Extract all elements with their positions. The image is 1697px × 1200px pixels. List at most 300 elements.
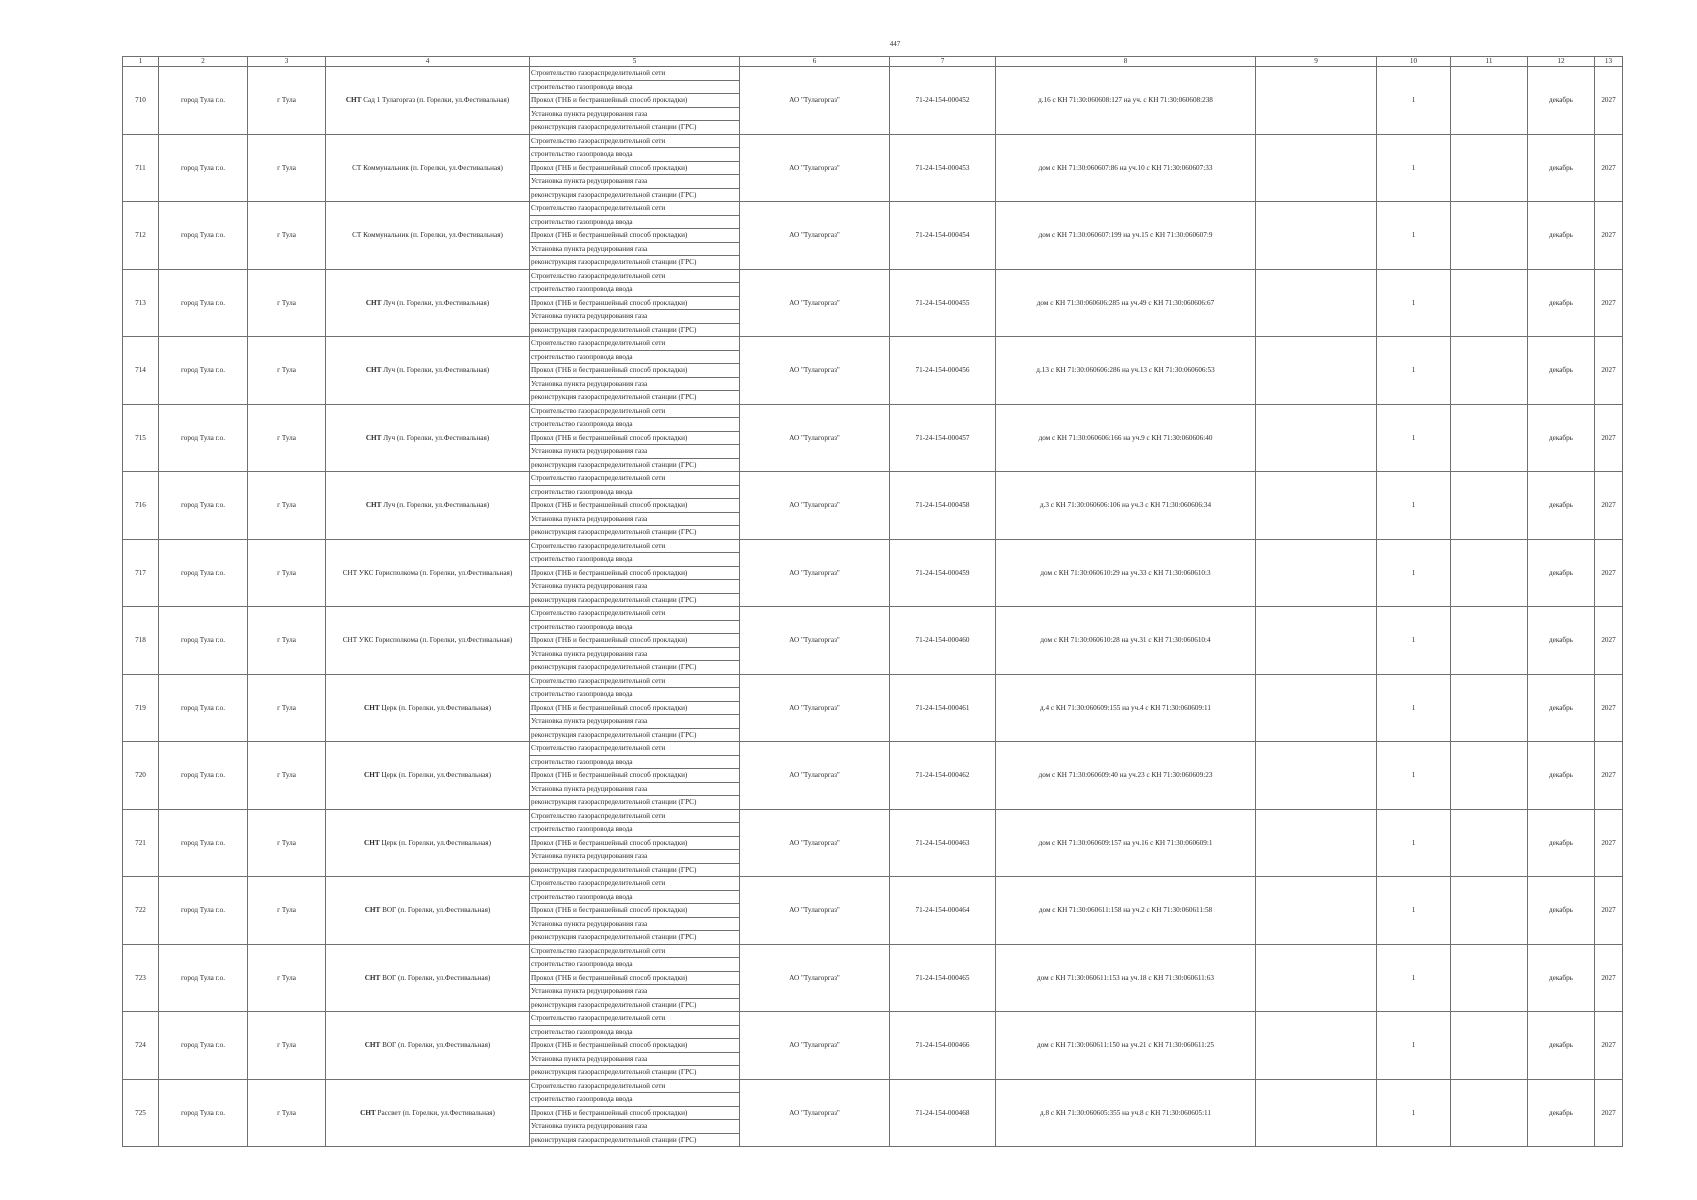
registration-number-cell: 71-24-154-000460 — [890, 607, 996, 675]
work-type-cell: строительство газопровода ввода — [530, 485, 740, 499]
work-type-cell: Установка пункта редуцирования газа — [530, 917, 740, 931]
object-name-cell — [326, 1079, 530, 1147]
registration-number-cell: 71-24-154-000454 — [890, 202, 996, 270]
municipality-cell: город Тула г.о. — [159, 404, 248, 472]
object-name-label: Луч (п. Горелки, ул.Фестивальная) — [383, 298, 490, 307]
column-11-cell — [1451, 269, 1528, 337]
record-number: 723 — [123, 944, 159, 1012]
column-9-cell — [1256, 202, 1377, 270]
column-11-cell — [1451, 877, 1528, 945]
work-type-cell: строительство газопровода ввода — [530, 148, 740, 162]
work-type-cell: Прокол (ГНБ и бестраншейный способ прокладки) — [530, 566, 740, 580]
work-type-cell: реконструкция газораспределительной станции (ГРС) — [530, 458, 740, 472]
work-type-cell: Установка пункта редуцирования газа — [530, 242, 740, 256]
year-cell: 2027 — [1595, 269, 1623, 337]
column-11-cell — [1451, 607, 1528, 675]
settlement-cell: г Тула — [248, 337, 326, 405]
month-cell: декабрь — [1528, 674, 1595, 742]
object-name-cell — [326, 1012, 530, 1080]
work-type-cell: строительство газопровода ввода — [530, 1025, 740, 1039]
record-number: 720 — [123, 742, 159, 810]
operator-cell: АО "Тулагоргаз" — [740, 202, 890, 270]
object-name-cell — [326, 404, 530, 472]
work-type-cell: Строительство газораспределительной сети — [530, 134, 740, 148]
column-11-cell — [1451, 809, 1528, 877]
work-type-cell: строительство газопровода ввода — [530, 283, 740, 297]
address-cell: дом с КН 71:30:060610:28 на уч.31 с КН 71:30:060610:4 — [996, 607, 1256, 675]
object-name-cell — [326, 944, 530, 1012]
work-type-cell: строительство газопровода ввода — [530, 80, 740, 94]
address-cell: д.8 с КН 71:30:060605:355 на уч.8 с КН 71:30:060605:11 — [996, 1079, 1256, 1147]
record-number: 724 — [123, 1012, 159, 1080]
table-row — [123, 1012, 1623, 1026]
month-cell: декабрь — [1528, 1012, 1595, 1080]
object-name-cell — [326, 674, 530, 742]
operator-cell: АО "Тулагоргаз" — [740, 134, 890, 202]
municipality-cell: город Тула г.о. — [159, 742, 248, 810]
work-type-cell: строительство газопровода ввода — [530, 958, 740, 972]
gasification-register-table — [122, 56, 1623, 1147]
work-type-cell: Строительство газораспределительной сети — [530, 607, 740, 621]
municipality-cell: город Тула г.о. — [159, 337, 248, 405]
quantity-cell: 1 — [1377, 202, 1451, 270]
work-type-cell: реконструкция газораспределительной станции (ГРС) — [530, 796, 740, 810]
address-cell: дом с КН 71:30:060609:40 на уч.23 с КН 71:30:060609:23 — [996, 742, 1256, 810]
operator-cell: АО "Тулагоргаз" — [740, 1079, 890, 1147]
work-type-cell: строительство газопровода ввода — [530, 215, 740, 229]
month-cell: декабрь — [1528, 877, 1595, 945]
year-cell: 2027 — [1595, 67, 1623, 135]
column-11-cell — [1451, 134, 1528, 202]
work-type-cell: Прокол (ГНБ и бестраншейный способ прокладки) — [530, 769, 740, 783]
quantity-cell: 1 — [1377, 67, 1451, 135]
work-type-cell: Установка пункта редуцирования газа — [530, 985, 740, 999]
year-cell: 2027 — [1595, 1012, 1623, 1080]
work-type-cell: строительство газопровода ввода — [530, 620, 740, 634]
year-cell: 2027 — [1595, 404, 1623, 472]
work-type-cell: реконструкция газораспределительной станции (ГРС) — [530, 391, 740, 405]
settlement-cell: г Тула — [248, 1079, 326, 1147]
column-9-cell — [1256, 809, 1377, 877]
record-number: 714 — [123, 337, 159, 405]
column-9-cell — [1256, 607, 1377, 675]
work-type-cell: Строительство газораспределительной сети — [530, 674, 740, 688]
registration-number-cell: 71-24-154-000458 — [890, 472, 996, 540]
object-type-label: СНТ — [364, 703, 380, 712]
work-type-cell: реконструкция газораспределительной станции (ГРС) — [530, 1066, 740, 1080]
operator-cell: АО "Тулагоргаз" — [740, 742, 890, 810]
column-header-7: 7 — [890, 57, 996, 67]
object-name-label: СНТ УКС Горисполкома (п. Горелки, ул.Фестивальная) — [342, 568, 513, 577]
column-9-cell — [1256, 134, 1377, 202]
work-type-cell: Строительство газораспределительной сети — [530, 269, 740, 283]
work-type-cell: реконструкция газораспределительной станции (ГРС) — [530, 998, 740, 1012]
object-name-label: СТ Коммунальник (п. Горелки, ул.Фестивальная) — [352, 163, 503, 172]
column-header-8: 8 — [996, 57, 1256, 67]
work-type-cell: Установка пункта редуцирования газа — [530, 175, 740, 189]
municipality-cell: город Тула г.о. — [159, 674, 248, 742]
object-name-cell — [326, 877, 530, 945]
column-11-cell — [1451, 742, 1528, 810]
object-type-label: СНТ — [360, 1108, 376, 1117]
work-type-cell: Прокол (ГНБ и бестраншейный способ прокладки) — [530, 499, 740, 513]
municipality-cell: город Тула г.о. — [159, 809, 248, 877]
work-type-cell: Установка пункта редуцирования газа — [530, 377, 740, 391]
quantity-cell: 1 — [1377, 877, 1451, 945]
record-number: 722 — [123, 877, 159, 945]
work-type-cell: Прокол (ГНБ и бестраншейный способ прокладки) — [530, 161, 740, 175]
month-cell: декабрь — [1528, 944, 1595, 1012]
address-cell: дом с КН 71:30:060607:86 на уч.10 с КН 71:30:060607:33 — [996, 134, 1256, 202]
object-name-label: СНТ УКС Горисполкома (п. Горелки, ул.Фестивальная) — [342, 636, 513, 645]
table-row — [123, 472, 1623, 486]
month-cell: декабрь — [1528, 67, 1595, 135]
quantity-cell: 1 — [1377, 674, 1451, 742]
work-type-cell: реконструкция газораспределительной станции (ГРС) — [530, 526, 740, 540]
work-type-cell: Прокол (ГНБ и бестраншейный способ прокладки) — [530, 701, 740, 715]
operator-cell: АО "Тулагоргаз" — [740, 404, 890, 472]
registration-number-cell: 71-24-154-000462 — [890, 742, 996, 810]
work-type-cell: реконструкция газораспределительной станции (ГРС) — [530, 931, 740, 945]
work-type-cell: Строительство газораспределительной сети — [530, 472, 740, 486]
record-number: 710 — [123, 67, 159, 135]
column-9-cell — [1256, 944, 1377, 1012]
column-9-cell — [1256, 269, 1377, 337]
municipality-cell: город Тула г.о. — [159, 944, 248, 1012]
record-number: 711 — [123, 134, 159, 202]
settlement-cell: г Тула — [248, 472, 326, 540]
operator-cell: АО "Тулагоргаз" — [740, 67, 890, 135]
column-9-cell — [1256, 1079, 1377, 1147]
work-type-cell: Установка пункта редуцирования газа — [530, 1052, 740, 1066]
work-type-cell: реконструкция газораспределительной станции (ГРС) — [530, 256, 740, 270]
year-cell: 2027 — [1595, 202, 1623, 270]
column-11-cell — [1451, 404, 1528, 472]
record-number: 716 — [123, 472, 159, 540]
column-header-5: 5 — [530, 57, 740, 67]
object-name-label: Церк (п. Горелки, ул.Фестивальная) — [381, 771, 491, 780]
work-type-cell: Строительство газораспределительной сети — [530, 742, 740, 756]
column-11-cell — [1451, 202, 1528, 270]
work-type-cell: строительство газопровода ввода — [530, 688, 740, 702]
quantity-cell: 1 — [1377, 1012, 1451, 1080]
column-11-cell — [1451, 539, 1528, 607]
record-number: 719 — [123, 674, 159, 742]
quantity-cell: 1 — [1377, 134, 1451, 202]
table-row — [123, 1079, 1623, 1093]
operator-cell: АО "Тулагоргаз" — [740, 1012, 890, 1080]
column-header-9: 9 — [1256, 57, 1377, 67]
quantity-cell: 1 — [1377, 472, 1451, 540]
settlement-cell: г Тула — [248, 67, 326, 135]
object-name-label: ВОГ (п. Горелки, ул.Фестивальная) — [382, 906, 491, 915]
address-cell: дом с КН 71:30:060606:166 на уч.9 с КН 71:30:060606:40 — [996, 404, 1256, 472]
address-cell: дом с КН 71:30:060611:153 на уч.18 с КН 71:30:060611:63 — [996, 944, 1256, 1012]
column-9-cell — [1256, 67, 1377, 135]
object-type-label: СНТ — [364, 771, 380, 780]
month-cell: декабрь — [1528, 472, 1595, 540]
work-type-cell: реконструкция газораспределительной станции (ГРС) — [530, 1133, 740, 1147]
work-type-cell: реконструкция газораспределительной станции (ГРС) — [530, 593, 740, 607]
work-type-cell: строительство газопровода ввода — [530, 553, 740, 567]
work-type-cell: Установка пункта редуцирования газа — [530, 445, 740, 459]
quantity-cell: 1 — [1377, 607, 1451, 675]
work-type-cell: Прокол (ГНБ и бестраншейный способ прокладки) — [530, 836, 740, 850]
work-type-cell: строительство газопровода ввода — [530, 890, 740, 904]
work-type-cell: реконструкция газораспределительной станции (ГРС) — [530, 188, 740, 202]
month-cell: декабрь — [1528, 742, 1595, 810]
table-row — [123, 674, 1623, 688]
object-name-label: ВОГ (п. Горелки, ул.Фестивальная) — [382, 973, 491, 982]
operator-cell: АО "Тулагоргаз" — [740, 877, 890, 945]
settlement-cell: г Тула — [248, 134, 326, 202]
page-number: 447 — [889, 40, 901, 48]
month-cell: декабрь — [1528, 809, 1595, 877]
settlement-cell: г Тула — [248, 269, 326, 337]
address-cell: д.16 с КН 71:30:060608:127 на уч. с КН 71:30:060608:238 — [996, 67, 1256, 135]
work-type-cell: строительство газопровода ввода — [530, 418, 740, 432]
object-name-cell — [326, 134, 530, 202]
address-cell: дом с КН 71:30:060610:29 на уч.33 с КН 71:30:060610:3 — [996, 539, 1256, 607]
table-row — [123, 877, 1623, 891]
municipality-cell: город Тула г.о. — [159, 539, 248, 607]
settlement-cell: г Тула — [248, 1012, 326, 1080]
table-row — [123, 202, 1623, 216]
year-cell: 2027 — [1595, 742, 1623, 810]
column-11-cell — [1451, 674, 1528, 742]
work-type-cell: Строительство газораспределительной сети — [530, 67, 740, 81]
year-cell: 2027 — [1595, 1079, 1623, 1147]
month-cell: декабрь — [1528, 269, 1595, 337]
column-11-cell — [1451, 67, 1528, 135]
object-type-label: СНТ — [365, 433, 382, 442]
quantity-cell: 1 — [1377, 742, 1451, 810]
object-type-label: СНТ — [364, 1041, 381, 1050]
work-type-cell: Строительство газораспределительной сети — [530, 539, 740, 553]
quantity-cell: 1 — [1377, 404, 1451, 472]
column-9-cell — [1256, 337, 1377, 405]
operator-cell: АО "Тулагоргаз" — [740, 472, 890, 540]
registration-number-cell: 71-24-154-000461 — [890, 674, 996, 742]
registration-number-cell: 71-24-154-000456 — [890, 337, 996, 405]
object-name-label: ВОГ (п. Горелки, ул.Фестивальная) — [382, 1041, 491, 1050]
table-row — [123, 809, 1623, 823]
table-body — [123, 67, 1623, 1147]
work-type-cell: Установка пункта редуцирования газа — [530, 512, 740, 526]
column-header-6: 6 — [740, 57, 890, 67]
work-type-cell: Строительство газораспределительной сети — [530, 1012, 740, 1026]
month-cell: декабрь — [1528, 202, 1595, 270]
record-number: 712 — [123, 202, 159, 270]
work-type-cell: Установка пункта редуцирования газа — [530, 107, 740, 121]
registration-number-cell: 71-24-154-000466 — [890, 1012, 996, 1080]
settlement-cell: г Тула — [248, 742, 326, 810]
operator-cell: АО "Тулагоргаз" — [740, 607, 890, 675]
column-9-cell — [1256, 742, 1377, 810]
record-number: 717 — [123, 539, 159, 607]
month-cell: декабрь — [1528, 134, 1595, 202]
work-type-cell: Прокол (ГНБ и бестраншейный способ прокладки) — [530, 431, 740, 445]
object-type-label: СНТ — [365, 298, 382, 307]
work-type-cell: Строительство газораспределительной сети — [530, 809, 740, 823]
work-type-cell: Установка пункта редуцирования газа — [530, 647, 740, 661]
table-row — [123, 67, 1623, 81]
operator-cell: АО "Тулагоргаз" — [740, 539, 890, 607]
column-header-11: 11 — [1451, 57, 1528, 67]
table-row — [123, 134, 1623, 148]
address-cell: дом с КН 71:30:060611:150 на уч.21 с КН 71:30:060611:25 — [996, 1012, 1256, 1080]
work-type-cell: реконструкция газораспределительной станции (ГРС) — [530, 661, 740, 675]
object-name-cell — [326, 202, 530, 270]
work-type-cell: Строительство газораспределительной сети — [530, 1079, 740, 1093]
work-type-cell: Прокол (ГНБ и бестраншейный способ прокладки) — [530, 94, 740, 108]
registration-number-cell: 71-24-154-000468 — [890, 1079, 996, 1147]
object-name-cell — [326, 269, 530, 337]
column-9-cell — [1256, 472, 1377, 540]
object-name-cell — [326, 337, 530, 405]
municipality-cell: город Тула г.о. — [159, 67, 248, 135]
object-name-cell — [326, 742, 530, 810]
address-cell: дом с КН 71:30:060607:199 на уч.15 с КН 71:30:060607:9 — [996, 202, 1256, 270]
work-type-cell: строительство газопровода ввода — [530, 1093, 740, 1107]
registration-number-cell: 71-24-154-000463 — [890, 809, 996, 877]
work-type-cell: Строительство газораспределительной сети — [530, 877, 740, 891]
work-type-cell: Строительство газораспределительной сети — [530, 337, 740, 351]
registration-number-cell: 71-24-154-000455 — [890, 269, 996, 337]
table-header — [123, 57, 1623, 67]
record-number: 718 — [123, 607, 159, 675]
address-cell: д.13 с КН 71:30:060606:286 на уч.13 с КН 71:30:060606:53 — [996, 337, 1256, 405]
object-name-cell — [326, 67, 530, 135]
address-cell: д.4 с КН 71:30:060609:155 на уч.4 с КН 71:30:060609:11 — [996, 674, 1256, 742]
column-11-cell — [1451, 472, 1528, 540]
address-cell: дом с КН 71:30:060611:158 на уч.2 с КН 71:30:060611:58 — [996, 877, 1256, 945]
column-header-12: 12 — [1528, 57, 1595, 67]
year-cell: 2027 — [1595, 337, 1623, 405]
object-type-label: СНТ — [345, 96, 362, 105]
quantity-cell: 1 — [1377, 944, 1451, 1012]
year-cell: 2027 — [1595, 809, 1623, 877]
column-number-row — [123, 57, 1623, 67]
column-11-cell — [1451, 1079, 1528, 1147]
month-cell: декабрь — [1528, 404, 1595, 472]
work-type-cell: реконструкция газораспределительной станции (ГРС) — [530, 863, 740, 877]
operator-cell: АО "Тулагоргаз" — [740, 674, 890, 742]
quantity-cell: 1 — [1377, 337, 1451, 405]
record-number: 725 — [123, 1079, 159, 1147]
object-name-label: Рассвет (п. Горелки, ул.Фестивальная) — [377, 1108, 495, 1117]
address-cell: д.3 с КН 71:30:060606:106 на уч.3 с КН 71:30:060606:34 — [996, 472, 1256, 540]
column-9-cell — [1256, 404, 1377, 472]
object-name-label: Церк (п. Горелки, ул.Фестивальная) — [381, 838, 491, 847]
column-9-cell — [1256, 539, 1377, 607]
year-cell: 2027 — [1595, 607, 1623, 675]
month-cell: декабрь — [1528, 607, 1595, 675]
work-type-cell: Строительство газораспределительной сети — [530, 202, 740, 216]
settlement-cell: г Тула — [248, 607, 326, 675]
column-header-13: 13 — [1595, 57, 1623, 67]
work-type-cell: Прокол (ГНБ и бестраншейный способ прокладки) — [530, 904, 740, 918]
month-cell: декабрь — [1528, 539, 1595, 607]
object-name-label: СТ Коммунальник (п. Горелки, ул.Фестивальная) — [352, 231, 503, 240]
quantity-cell: 1 — [1377, 1079, 1451, 1147]
settlement-cell: г Тула — [248, 944, 326, 1012]
column-header-1: 1 — [123, 57, 159, 67]
operator-cell: АО "Тулагоргаз" — [740, 337, 890, 405]
column-9-cell — [1256, 674, 1377, 742]
work-type-cell: Установка пункта редуцирования газа — [530, 310, 740, 324]
work-type-cell: Прокол (ГНБ и бестраншейный способ прокладки) — [530, 296, 740, 310]
registration-number-cell: 71-24-154-000452 — [890, 67, 996, 135]
column-header-4: 4 — [326, 57, 530, 67]
municipality-cell: город Тула г.о. — [159, 1012, 248, 1080]
table-row — [123, 742, 1623, 756]
year-cell: 2027 — [1595, 674, 1623, 742]
object-type-label: СНТ — [365, 366, 382, 375]
work-type-cell: реконструкция газораспределительной станции (ГРС) — [530, 728, 740, 742]
object-name-cell — [326, 472, 530, 540]
work-type-cell: Прокол (ГНБ и бестраншейный способ прокладки) — [530, 971, 740, 985]
settlement-cell: г Тула — [248, 404, 326, 472]
address-cell: дом с КН 71:30:060609:157 на уч.16 с КН 71:30:060609:1 — [996, 809, 1256, 877]
year-cell: 2027 — [1595, 539, 1623, 607]
work-type-cell: строительство газопровода ввода — [530, 350, 740, 364]
year-cell: 2027 — [1595, 134, 1623, 202]
year-cell: 2027 — [1595, 944, 1623, 1012]
work-type-cell: Прокол (ГНБ и бестраншейный способ прокладки) — [530, 1106, 740, 1120]
work-type-cell: строительство газопровода ввода — [530, 823, 740, 837]
object-name-label: Луч (п. Горелки, ул.Фестивальная) — [383, 501, 490, 510]
work-type-cell: реконструкция газораспределительной станции (ГРС) — [530, 323, 740, 337]
object-name-label: Луч (п. Горелки, ул.Фестивальная) — [383, 366, 490, 375]
month-cell: декабрь — [1528, 1079, 1595, 1147]
registration-number-cell: 71-24-154-000453 — [890, 134, 996, 202]
municipality-cell: город Тула г.о. — [159, 877, 248, 945]
table-row — [123, 269, 1623, 283]
registration-number-cell: 71-24-154-000464 — [890, 877, 996, 945]
settlement-cell: г Тула — [248, 674, 326, 742]
column-11-cell — [1451, 1012, 1528, 1080]
record-number: 713 — [123, 269, 159, 337]
column-header-3: 3 — [248, 57, 326, 67]
column-11-cell — [1451, 337, 1528, 405]
object-name-cell — [326, 809, 530, 877]
settlement-cell: г Тула — [248, 809, 326, 877]
month-cell: декабрь — [1528, 337, 1595, 405]
work-type-cell: Установка пункта редуцирования газа — [530, 580, 740, 594]
object-name-cell — [326, 607, 530, 675]
municipality-cell: город Тула г.о. — [159, 202, 248, 270]
municipality-cell: город Тула г.о. — [159, 134, 248, 202]
work-type-cell: Установка пункта редуцирования газа — [530, 782, 740, 796]
object-type-label: СНТ — [365, 501, 382, 510]
operator-cell: АО "Тулагоргаз" — [740, 269, 890, 337]
object-name-label: Луч (п. Горелки, ул.Фестивальная) — [383, 433, 490, 442]
column-9-cell — [1256, 1012, 1377, 1080]
municipality-cell: город Тула г.о. — [159, 1079, 248, 1147]
municipality-cell: город Тула г.о. — [159, 269, 248, 337]
table-row — [123, 404, 1623, 418]
year-cell: 2027 — [1595, 877, 1623, 945]
quantity-cell: 1 — [1377, 809, 1451, 877]
municipality-cell: город Тула г.о. — [159, 607, 248, 675]
record-number: 721 — [123, 809, 159, 877]
work-type-cell: Прокол (ГНБ и бестраншейный способ прокладки) — [530, 634, 740, 648]
settlement-cell: г Тула — [248, 202, 326, 270]
object-type-label: СНТ — [364, 838, 380, 847]
column-header-10: 10 — [1377, 57, 1451, 67]
registration-number-cell: 71-24-154-000459 — [890, 539, 996, 607]
